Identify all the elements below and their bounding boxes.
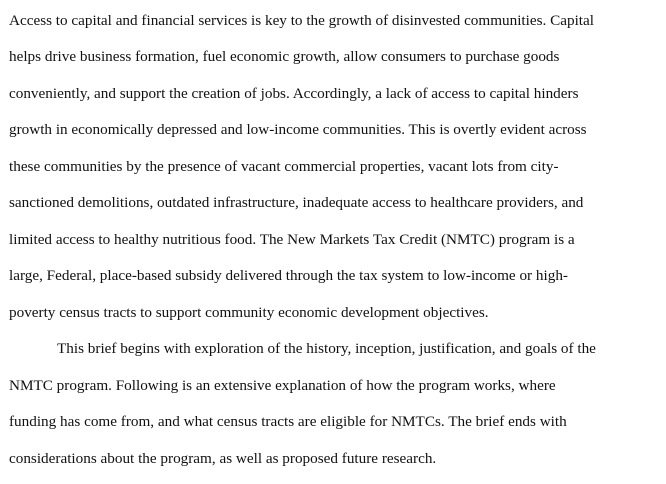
paragraph-line: This brief begins with exploration of the history, inception, justification, and goals of the — [57, 340, 596, 357]
paragraph-line: limited access to healthy nutritious food. The New Markets Tax Credit (NMTC) program is a — [9, 231, 575, 248]
paragraph-line: these communities by the presence of vacant commercial properties, vacant lots from city- — [9, 158, 559, 175]
paragraph-line: NMTC program. Following is an extensive explanation of how the program works, where — [9, 377, 556, 394]
paragraph-line: sanctioned demolitions, outdated infrastructure, inadequate access to healthcare providers, and — [9, 194, 584, 211]
paragraph-line: considerations about the program, as well as proposed future research. — [9, 450, 437, 467]
paragraph-line: Access to capital and financial services is key to the growth of disinvested communities. Capital — [9, 12, 594, 29]
paragraph-line: funding has come from, and what census tracts are eligible for NMTCs. The brief ends with — [9, 413, 567, 430]
paragraph-line: poverty census tracts to support community economic development objectives. — [9, 304, 489, 321]
paragraph-line: conveniently, and support the creation of jobs. Accordingly, a lack of access to capital hinders — [9, 85, 579, 102]
paragraph-line: growth in economically depressed and low-income communities. This is overtly evident across — [9, 121, 587, 138]
paragraph-line: large, Federal, place-based subsidy delivered through the tax system to low-income or high- — [9, 267, 568, 284]
paragraph-line: helps drive business formation, fuel economic growth, allow consumers to purchase goods — [9, 48, 560, 65]
